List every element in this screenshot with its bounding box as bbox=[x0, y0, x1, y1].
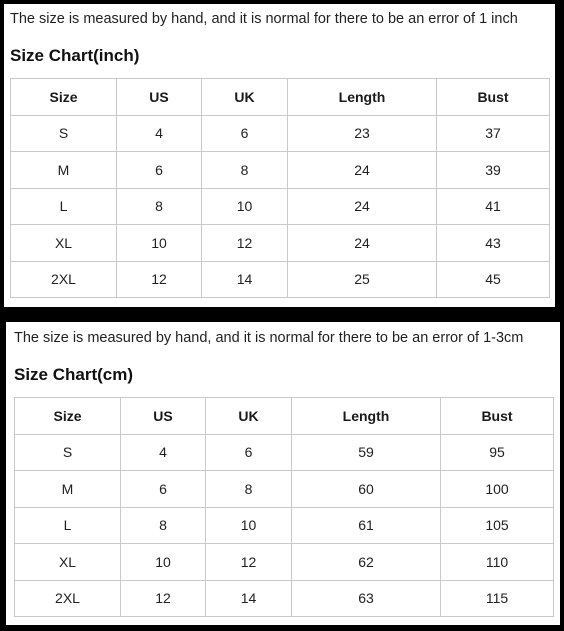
table-cell: 63 bbox=[292, 580, 441, 617]
table-cell: 61 bbox=[292, 507, 441, 544]
table-cell: 12 bbox=[121, 580, 206, 617]
table-cell: 6 bbox=[206, 434, 292, 471]
table-cell: 12 bbox=[117, 261, 202, 298]
table-cell: XL bbox=[15, 544, 121, 581]
table-cell: L bbox=[11, 188, 117, 225]
table-cell: 8 bbox=[206, 471, 292, 508]
table-row bbox=[15, 471, 554, 508]
table-row bbox=[15, 580, 554, 617]
table-cell: 24 bbox=[288, 225, 437, 262]
table-cell: 2XL bbox=[11, 261, 117, 298]
table-cell: 39 bbox=[437, 152, 550, 189]
column-header: Length bbox=[292, 398, 441, 435]
column-header: Size bbox=[11, 79, 117, 116]
table-cell: 8 bbox=[202, 152, 288, 189]
table-row bbox=[15, 507, 554, 544]
table-cell: 2XL bbox=[15, 580, 121, 617]
table-row bbox=[11, 115, 550, 152]
table-cell: 43 bbox=[437, 225, 550, 262]
table-cell: 14 bbox=[206, 580, 292, 617]
measurement-note: The size is measured by hand, and it is normal for there to be an error of 1-3cm bbox=[14, 330, 524, 346]
table-cell: 12 bbox=[202, 225, 288, 262]
column-header: Size bbox=[15, 398, 121, 435]
table-cell: 110 bbox=[441, 544, 554, 581]
table-cell: 95 bbox=[441, 434, 554, 471]
table-cell: 6 bbox=[117, 152, 202, 189]
table-cell: 23 bbox=[288, 115, 437, 152]
table-cell: L bbox=[15, 507, 121, 544]
chart-title: Size Chart(cm) bbox=[14, 365, 134, 384]
table-cell: 8 bbox=[121, 507, 206, 544]
table-header-row bbox=[11, 79, 550, 116]
column-header: Length bbox=[288, 79, 437, 116]
column-header: Bust bbox=[441, 398, 554, 435]
table-cell: 24 bbox=[288, 152, 437, 189]
table-row bbox=[15, 434, 554, 471]
table-row bbox=[11, 188, 550, 225]
table-row bbox=[11, 261, 550, 298]
table-cell: 10 bbox=[206, 507, 292, 544]
table-cell: 60 bbox=[292, 471, 441, 508]
column-header: US bbox=[121, 398, 206, 435]
table-cell: 37 bbox=[437, 115, 550, 152]
table-cell: 24 bbox=[288, 188, 437, 225]
table-cell: 59 bbox=[292, 434, 441, 471]
table-cell: 6 bbox=[202, 115, 288, 152]
table-cell: 115 bbox=[441, 580, 554, 617]
table-cell: M bbox=[15, 471, 121, 508]
size-table-cm bbox=[14, 397, 554, 617]
measurement-note: The size is measured by hand, and it is normal for there to be an error of 1 inch bbox=[10, 11, 518, 27]
table-cell: XL bbox=[11, 225, 117, 262]
chart-title: Size Chart(inch) bbox=[10, 46, 140, 65]
column-header: Bust bbox=[437, 79, 550, 116]
size-chart-inch-panel bbox=[4, 4, 555, 307]
table-cell: 25 bbox=[288, 261, 437, 298]
table-row bbox=[15, 544, 554, 581]
column-header: US bbox=[117, 79, 202, 116]
table-cell: 45 bbox=[437, 261, 550, 298]
table-cell: 4 bbox=[117, 115, 202, 152]
table-cell: 6 bbox=[121, 471, 206, 508]
table-cell: 14 bbox=[202, 261, 288, 298]
table-cell: 10 bbox=[121, 544, 206, 581]
table-cell: 100 bbox=[441, 471, 554, 508]
table-cell: 8 bbox=[117, 188, 202, 225]
table-cell: 62 bbox=[292, 544, 441, 581]
size-chart-cm-panel bbox=[6, 322, 560, 625]
column-header: UK bbox=[202, 79, 288, 116]
table-cell: S bbox=[11, 115, 117, 152]
table-cell: 41 bbox=[437, 188, 550, 225]
table-cell: 12 bbox=[206, 544, 292, 581]
table-cell: M bbox=[11, 152, 117, 189]
table-cell: 4 bbox=[121, 434, 206, 471]
table-row bbox=[11, 152, 550, 189]
column-header: UK bbox=[206, 398, 292, 435]
table-header-row bbox=[15, 398, 554, 435]
table-cell: 105 bbox=[441, 507, 554, 544]
table-cell: S bbox=[15, 434, 121, 471]
table-cell: 10 bbox=[202, 188, 288, 225]
table-cell: 10 bbox=[117, 225, 202, 262]
table-row bbox=[11, 225, 550, 262]
size-table-inch bbox=[10, 78, 550, 298]
